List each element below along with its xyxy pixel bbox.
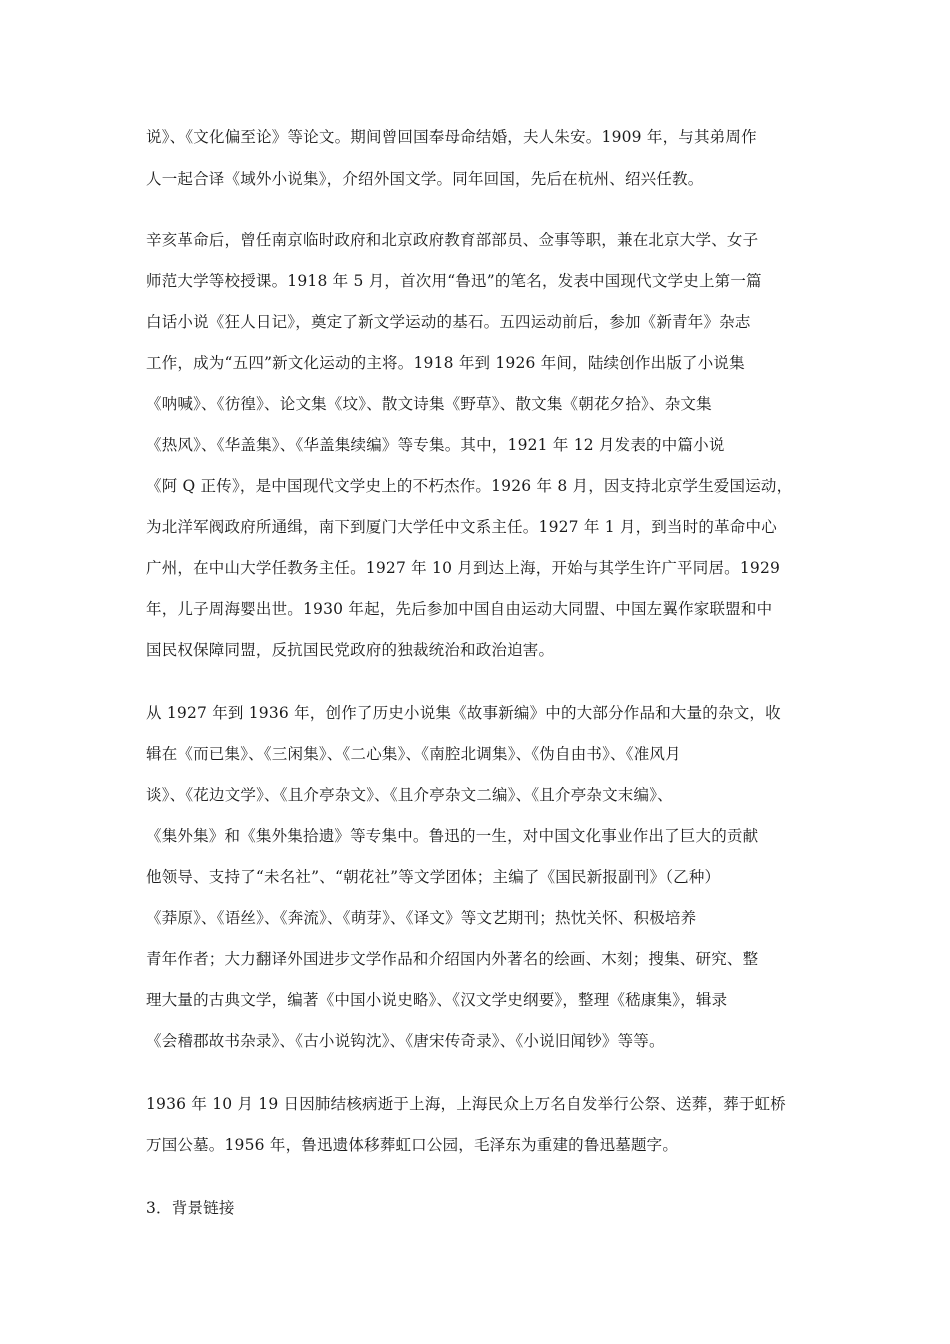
text-line: 《莽原》、《语丝》、《奔流》、《萌芽》、《译文》等文艺期刊；热忱关怀、积极培养 xyxy=(146,909,697,927)
text-line: 辑在《而已集》、《三闲集》、《二心集》、《南腔北调集》、《伪自由书》、《准风月 xyxy=(146,745,681,763)
text-line: 辛亥革命后，曾任南京临时政府和北京政府教育部部员、佥事等职，兼在北京大学、女子 xyxy=(146,231,759,249)
text-line: 《会稽郡故书杂录》、《古小说钩沈》、《唐宋传奇录》、《小说旧闻钞》等等。 xyxy=(146,1032,665,1050)
text-line: 师范大学等校授课。1918 年 5 月，首次用“鲁迅”的笔名，发表中国现代文学史上第一篇 xyxy=(146,272,762,290)
text-line: 谈》、《花边文学》、《且介亭杂文》、《且介亭杂文二编》、《且介亭杂文末编》、 xyxy=(146,786,673,804)
text-line: 人一起合译《域外小说集》，介绍外国文学。同年回国，先后在杭州、绍兴任教。 xyxy=(146,170,704,188)
text-line: 广州，在中山大学任教务主任。1927 年 10 月到达上海，开始与其学生许广平同居。1929 xyxy=(146,559,781,577)
text-line: 万国公墓。1956 年，鲁迅遗体移葬虹口公园，毛泽东为重建的鲁迅墓题字。 xyxy=(146,1136,679,1154)
text-line: 1936 年 10 月 19 日因肺结核病逝于上海，上海民众上万名自发举行公祭、送葬，葬于虹桥 xyxy=(146,1095,786,1113)
text-line: 《阿 Q 正传》，是中国现代文学史上的不朽杰作。1926 年 8 月，因支持北京学生爱国运动， xyxy=(146,477,793,495)
text-line: 青年作者；大力翻译外国进步文学作品和介绍国内外著名的绘画、木刻；搜集、研究、整 xyxy=(146,950,759,968)
text-line: 国民权保障同盟，反抗国民党政府的独裁统治和政治迫害。 xyxy=(146,641,555,659)
text-line: 工作，成为“五四”新文化运动的主将。1918 年到 1926 年间，陆续创作出版了小说集 xyxy=(146,354,745,372)
text-line: 白话小说《狂人日记》，奠定了新文学运动的基石。五四运动前后，参加《新青年》杂志 xyxy=(146,313,751,331)
text-line: 说》、《文化偏至论》等论文。期间曾回国奉母命结婚，夫人朱安。1909 年，与其弟周作 xyxy=(146,128,757,146)
text-line: 《集外集》和《集外集拾遗》等专集中。鲁迅的一生，对中国文化事业作出了巨大的贡献 xyxy=(146,827,759,845)
text-line: 理大量的古典文学，编著《中国小说史略》、《汉文学史纲要》，整理《嵇康集》，辑录 xyxy=(146,991,728,1009)
text-line: 《呐喊》、《彷徨》、论文集《坟》、散文诗集《野草》、散文集《朝花夕拾》、杂文集 xyxy=(146,395,712,413)
text-line: 《热风》、《华盖集》、《华盖集续编》等专集。其中，1921 年 12 月发表的中篇小说 xyxy=(146,436,725,454)
text-line: 他领导、支持了“未名社”、“朝花社”等文学团体；主编了《国民新报副刊》（乙种） xyxy=(146,868,721,886)
text-line: 从 1927 年到 1936 年，创作了历史小说集《故事新编》中的大部分作品和大量的杂文，收 xyxy=(146,704,781,722)
text-line: 年，儿子周海婴出世。1930 年起，先后参加中国自由运动大同盟、中国左翼作家联盟和中 xyxy=(146,600,773,618)
section-heading: 3．背景链接 xyxy=(146,1199,235,1217)
text-line: 为北洋军阀政府所通缉，南下到厦门大学任中文系主任。1927 年 1 月，到当时的革命中心 xyxy=(146,518,777,536)
